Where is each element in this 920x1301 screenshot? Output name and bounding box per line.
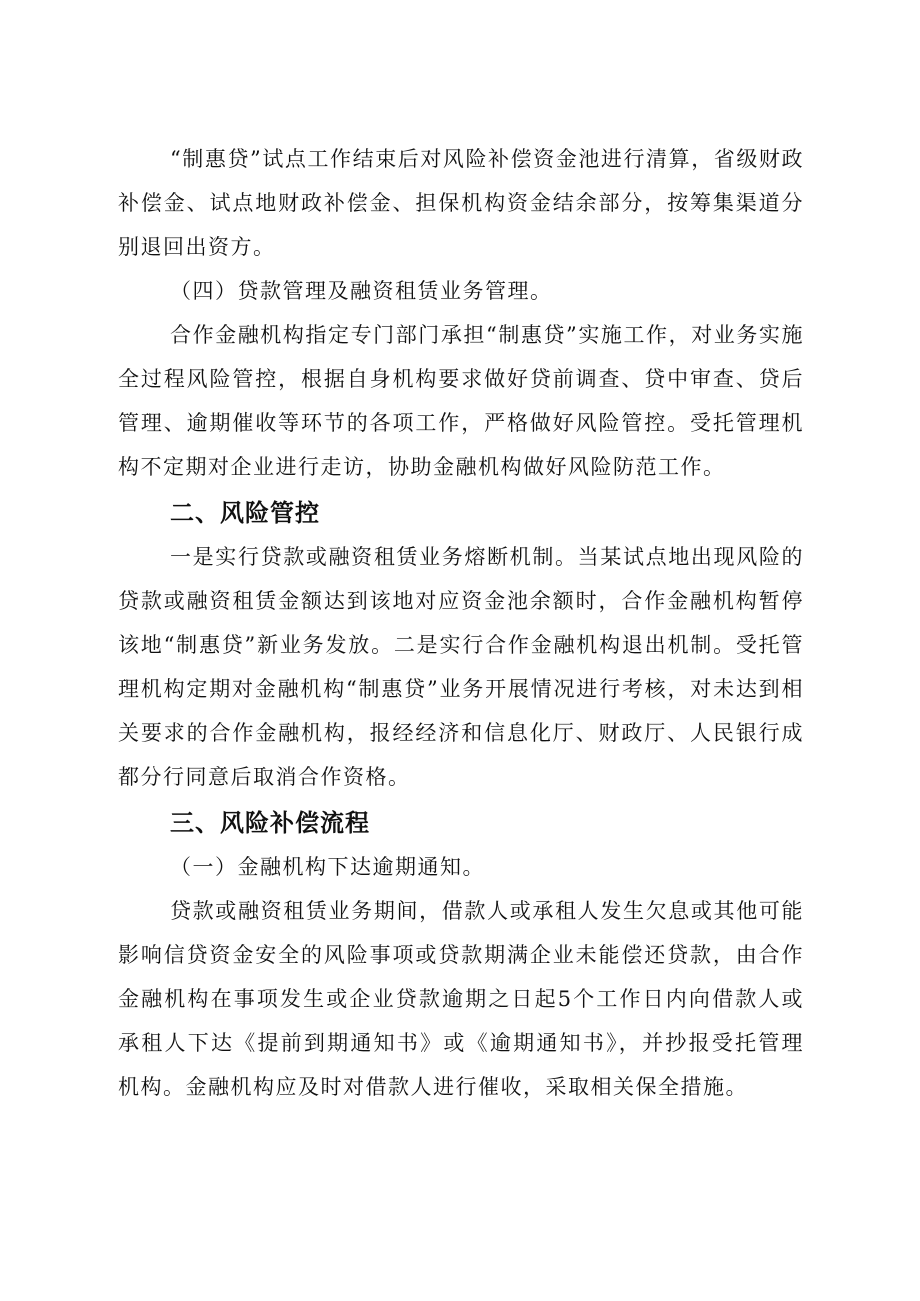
document-body <box>118 137 804 1109</box>
paragraph-risk-control: 一是实行贷款或融资租赁业务熔断机制。当某试点地出现风险的贷款或融资租赁金额达到该地对应资金池余额时，合作金融机构暂停该地“制惠贷”新业务发放。二是实行合作金融机构退出机制。受托管理机构定期对金融机构“制惠贷”业务开展情况进行考核，对未达到相关要求的合作金融机构，报经经济和信息化厅、财政厅、人民银行成都分行同意后取消合作资格。 <box>118 545 804 789</box>
subheading-overdue-notice: （一）金融机构下达逾期通知。 <box>170 855 485 879</box>
subheading-loan-management: （四）贷款管理及融资租赁业务管理。 <box>170 279 553 303</box>
paragraph-loan-management: 合作金融机构指定专门部门承担“制惠贷”实施工作，对业务实施全过程风险管控，根据自身机构要求做好贷前调查、贷中审查、贷后管理、逾期催收等环节的各项工作，严格做好风险管控。受托管理机构不定期对企业进行走访，协助金融机构做好风险防范工作。 <box>118 323 804 479</box>
paragraph-overdue-notice: 贷款或融资租赁业务期间，借款人或承租人发生欠息或其他可能影响信贷资金安全的风险事项或贷款期满企业未能偿还贷款，由合作金融机构在事项发生或企业贷款逾期之日起5个工作日内向借款人或承租人下达《提前到期通知书》或《逾期通知书》，并抄报受托管理机构。金融机构应及时对借款人进行催收，采取相关保全措施。 <box>118 899 804 1099</box>
section-heading-risk-control: 二、风险管控 <box>170 499 320 527</box>
paragraph-liquidation: “制惠贷”试点工作结束后对风险补偿资金池进行清算，省级财政补偿金、试点地财政补偿金、担保机构资金结余部分，按筹集渠道分别退回出资方。 <box>118 147 804 259</box>
section-heading-compensation-process: 三、风险补偿流程 <box>170 809 370 837</box>
